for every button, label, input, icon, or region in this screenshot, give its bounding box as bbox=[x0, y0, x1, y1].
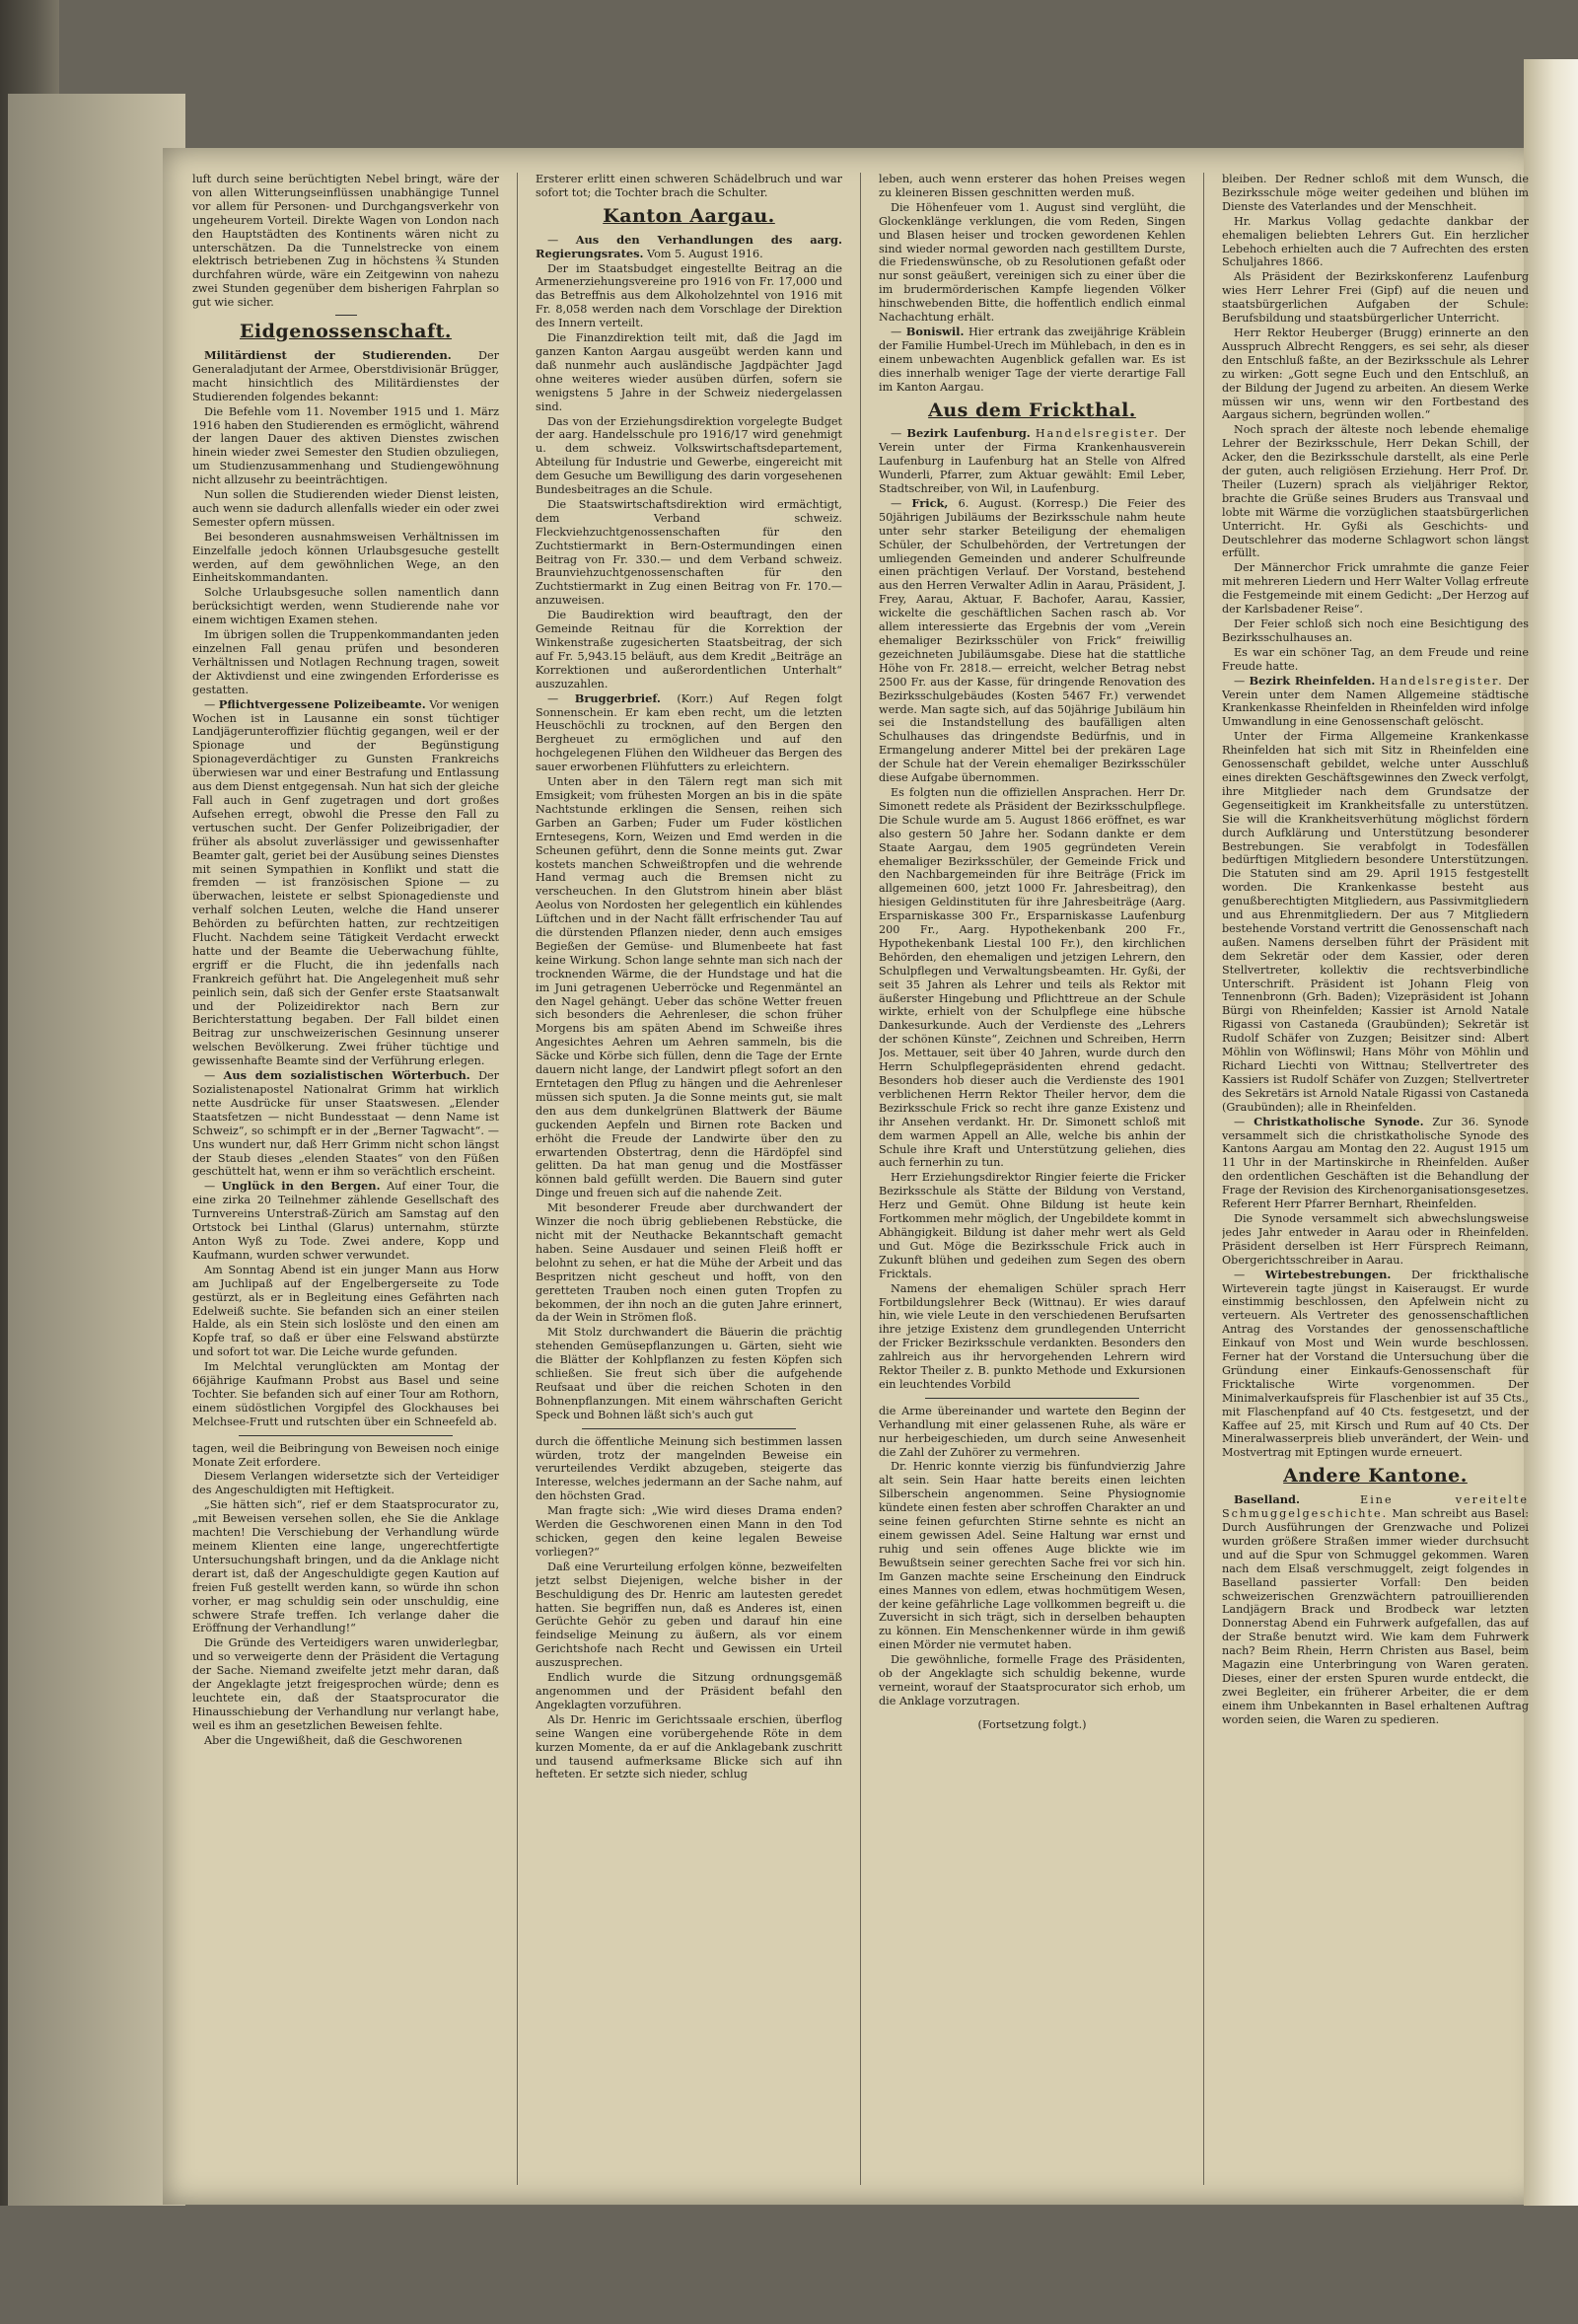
article-label: Handelsregister. bbox=[1035, 427, 1160, 441]
feuilleton-paragraph: Daß eine Verurteilung erfolgen könne, bezweifelten jetzt selbst Diejenigen, welche bisher in der Beschuldigung des Dr. Henric am lautesten geredet hatten. Sie begriffen nun, daß es Anderes ist, einen Gerüchte Gehör zu geben und darauf hin eine feindselige Meinung zu äußern, als vor einem Gerichtshofe nach Recht und Gewissen ein Urteil auszusprechen. bbox=[536, 1560, 842, 1670]
article-title: Aus dem sozialistischen Wörterbuch. bbox=[223, 1068, 470, 1083]
article-date: Vom 5. August 1916. bbox=[647, 247, 763, 260]
paragraph: Im Melchtal verunglückten am Montag der 66jährige Kaufmann Probst aus Basel und seine Tochter. Sie befanden sich auf einer Tour am Rothorn, einem südöstlichen Vorgipfel des Glockhauses bei Melchsee-Frutt und rutschten über ein Schneefeld ab. bbox=[192, 1360, 499, 1428]
article-title: Aus den Verhandlungen des aarg. Regierungsrates. bbox=[536, 232, 842, 260]
article-title: Pflichtvergessene Polizeibeamte. bbox=[218, 696, 426, 711]
paragraph: Unten aber in den Tälern regt man sich mit Emsigkeit; vom frühesten Morgen an bis in die späte Nachtstunde erklingen die Sensen, reihen sich Garben an Garben; Fuder um Fuder köstlichen Erntesegens, Korn, Weizen und Emd werden in die Scheunen geführt, denn die Sonne meints gut. Zwar kostets manchen Schweißtropfen und die wehrende Hand vermag auch die Bremsen nicht zu verscheuchen. In den Glutstrom hinein aber bläst Aeolus von Nordosten her gelegentlich ein kühlendes Lüftchen und in der Nacht fällt erfrischender Tau auf die dürstenden Pflanzen nieder, denn auch emsiges Begießen der Gemüse- und Blumenbeete hat fast keine Wirkung. Schon lange sehnte man sich nach der trocknenden Wärme, die der Hundstage und hat die im Juni getragenen Ueberröcke und Regenmäntel an den Nagel gehängt. Ueber das schöne Wetter freuen sich besonders die Aehrenleser, die schon früher Morgens bis am späten Abend im Schweiße ihres Angesichtes Aehren um Aehren sammeln, bis die Säcke und Körbe sich füllen, denn die Tage der Ernte dauern nicht lange, der Landwirt pflegt sofort an den Erntetagen den Pflug zu hängen und die Aehrenleser müssen sich sputen. Ja die Sonne meints gut, sie malt den aus dem dunkelgrünen Blattwerk der Bäume guckenden Aepfeln und Birnen rote Backen und erhöht die Freude der Landwirte über den zu erwartenden Obstertrag, denn die Härdöpfel sind gelitten. Da hat man genug und die Mostfässer können bald gefüllt werden. Die Bauern sind guter Dinge und freuen sich auf die nahende Zeit. bbox=[536, 775, 842, 1200]
section-heading-andere-kantone: Andere Kantone. bbox=[1283, 1465, 1468, 1488]
newspaper-columns bbox=[192, 173, 1529, 2185]
column-divider bbox=[517, 173, 518, 2185]
paragraph: Namens der ehemaligen Schüler sprach Herr Fortbildungslehrer Beck (Wittnau). Er wies darauf hin, wie viele Leute in den verschiedenen Berufsarten ihre jetzige Existenz dem grundlegenden Unterricht der Fricker Bezirksschule verdankten. Besonders den zahlreich aus ihr hervorgehenden Lehrern wird Rektor Theiler z. B. punkto Methode und Exkursionen ein leuchtendes Vorbild bbox=[879, 1281, 1185, 1391]
feuilleton-paragraph: Dr. Henric konnte vierzig bis fünfundvierzig Jahre alt sein. Sein Haar hatte bereits einen leichten Silberschein angenommen. Seine Physiognomie kündete einen festen aber schroffen Charakter an und seine feinen gefurchten Stirne sehnte es nicht an einem gewissen Adel. Seine Haltung war ernst und ruhig und sein offenes Auge blickte wie im Bewußtsein seiner gerechten Sache frei vor sich hin. Im Ganzen machte seine Erscheinung den Eindruck eines Mannes von edlem, etwas hochmütigem Wesen, der keine gefährliche Lage vollkommen begreift u. die Zuversicht in sich trägt, sich in derselben behaupten zu können. Ein Menschenkenner würde in ihm gewiß einen Mörder nie vermutet haben. bbox=[879, 1460, 1185, 1652]
paragraph: Der frickthalische Wirteverein tagte jüngst in Kaiseraugst. Er wurde einstimmig beschlossen, den Apfelwein nicht zu verteuern. Als Vertreter des genossenschaftlichen Antrag des Vorstandes der genossenschaftliche Einkauf von Most und Wein wurde beschlossen. Ferner hat der Vorstand die Untersuchung über die Gründung einer Einkaufs-Genossenschaft für Fricktalische Wirte vorgenommen. Der Minimalverkaufspreis für Flaschenbier ist auf 35 Cts., mit Flaschenpfand auf 40 Cts. festgesetzt, und der Kaffee auf 25, mit Kirsch und Rum auf 40 Cts. Der Mineralwasserpreis blieb unverändert, der Wein- und Mostvertrag mit Eptingen wurde erneuert. bbox=[1222, 1268, 1529, 1460]
paragraph: Bei besonderen ausnahmsweisen Verhältnissen im Einzelfalle jedoch können Urlaubsgesuche gestellt werden, auf dem gewöhnlichen Wege, an den Einheitskommandanten. bbox=[192, 530, 499, 585]
column-4: bleiben. Der Redner schloß mit dem Wunsch, die Bezirksschule möge weiter gedeihen und blühen im Dienste des Vaterlandes und der Menschheit. Hr. Markus Vollag gedachte dankbar der ehemaligen beliebten Lehrers Gut. Ein herzlicher Lebehoch erhielten auch die 7 Aufrechten des ersten Schuljahres 1866. Als Präsident der Bezirkskonferenz Laufenburg wies Herr Lehrer Frei (Gipf) auf die neuen und staatsbürgerlichen Aufgaben der Schule: Berufsbildung und staatsbürgerlicher Unterricht. Herr Rektor Heuberger (Brugg) erinnerte an den Ausspruch Albrecht Renggers, es sei sehr, als dieser den Entschluß faßte, an der Bezirksschule als Lehrer zu wirken: „Gott segne Euch und den Entschluß, an der Bildung der Jugend zu arbeiten. An diesem Werke müssen wir uns, wenn wir den Fortbestand des Aargaus sichern, begründen wollen.“ Noch sprach der älteste noch lebende ehemalige Lehrer der Bezirksschule, Herr Dekan Schill, der Acker, den die Bezirksschule darstellt, als eine Perle der guten, auch religiösen Erziehung. Herr Prof. Dr. Theiler (Luzern) sprach als vieljähriger Rektor, brachte die Grüße seines Bruders aus Transvaal und lobte mit Wärme die vorzüglichen staatsbürgerlichen Unterricht. Hr. Gyßi als Geschichts- und Deutschlehrer das moderne Schlagwort schon längst erfüllt. Der Männerchor Frick umrahmte die ganze Feier mit mehreren Liedern und Herr Walter Vollag erfreute die Festgemeinde mit einem Gedicht: „Der Herzog auf der Karlsbadener Reise“. Der Feier schloß sich noch eine Besichtigung des Bezirksschulhauses an. Es war ein schöner Tag, an dem Freude und reine Freude hatte. — Bezirk Rheinfelden. Handelsregister. Der Verein unter dem Namen Allgemeine städtische Krankenkasse Rheinfelden in Rheinfelden wird infolge Umwandlung in eine Genossenschaft gelöscht. Unter der Firma Allgemeine Krankenkasse Rheinfelden hat sich mit Sitz in Rheinfelden eine Genossenschaft gebildet, welche unter Ausschluß eines direkten Geschäftsgewinnes den Zweck verfolgt, ihre Mitglieder nach dem Grundsatze der Gegenseitigkeit im Krankheitsfalle zu unterstützen. Sie will die Krankheitsverhütung möglichst fördern durch Aufklärung und Unterstützung besonderer Bestrebungen. Sie verabfolgt in Todesfällen bedürftigen Mitgliedern besondere Unterstützungen. Die Statuten sind am 29. April 1915 festgestellt worden. Die Krankenkasse besteht aus genußberechtigten Mitgliedern, aus Passivmitgliedern und aus Ehrenmitgliedern. Der aus 7 Mitgliedern bestehende Vorstand vertritt die Genossenschaft nach außen. Namens derselben führt der Präsident mit dem Sekretär oder dem Kassier, oder deren Stellvertreter, kollektiv die rechtsverbindliche Unterschrift. Präsident ist Johann Fleig von Tennenbronn (Grh. Baden); Vizepräsident ist Johann Bürgi von Rheinfelden; Kassier ist Arnold Natale Rigassi von Castaneda (Graubünden); Sekretär ist Rudolf Schäfer von Zuzgen; Beisitzer sind: Albert Möhlin von Wöflinswil; Hans Möhr von Möhlin und Richard Liechti von Wittnau; Stellvertreter des Kassiers ist Rudolf Schäfer von Zuzgen; Stellvertreter des Sekretärs ist Arnold Natale Rigassi von Castaneda (Graubünden); alle in Rheinfelden. — Christkatholische Synode. Zur 36. Synode versammelt sich die christkatholische Synode des Kantons Aargau am Montag den 22. August 1915 um 11 Uhr in der Martinskirche in Rheinfelden. Außer den ordentlichen Geschäften ist die Behandlung der Frage der Revision des Kirchenorganisationsgesetzes. Referent Herr Pfarrer Bernhart, Rheinfelden. Die Synode versammelt sich abwechslungsweise jedes Jahr entweder in Aarau oder in Rheinfelden. Präsident derselben ist Herr Fürsprech Reimann, Obergerichtsschreiber in Aarau. — Wirtebestrebungen. Der frickthalische Wirteverein tagte jüngst in Kaiseraugst. Er wurde einstimmig beschlossen, den Apfelwein nicht zu verteuern. Als Vertreter des genossenschaftlichen Antrag des Vorstandes der genossenschaftliche Einkauf von Most und Wein wurde beschlossen. Ferner hat der Vorstand die Untersuchung über die Gründung einer Einkaufs-Genossenschaft für Fricktalische Wirte vorgenommen. Der Minimalverkaufspreis für Flaschenbier ist auf 35 Cts., mit Flaschenpfand auf 40 Cts. festgesetzt, und der Kaffee auf 25, mit Kirsch und Rum auf 40 Cts. Der Mineralwasserpreis blieb unverändert, der Wein- und Mostvertrag mit Eptingen wurde erneuert. Andere Kantone. Baselland. Eine vereitelte Schmuggelgeschichte. Man schreibt aus Basel: Durch Ausführungen der Grenzwache und Polizei wurden größere Straßen immer wieder durchsucht und auf die Spur von Schmuggel gekommen. Waren nach dem Elsaß verschmuggelt, zeigt folgendes in Baselland passierter Vorfall: Den beiden schweizerischen Grenzwächtern patrouillierenden Landjägern Brack und Brodbeck war letzten Donnerstag Abend ein Fuhrwerk aufgefallen, das auf der Straße benutzt wird. Wie kam dem Fuhrwerk nach? Beim Rhein, Herrn Christen aus Basel, beim Magazin eine Unterbringung von Waren geraten. Dieses, einer der ersten Spuren wurde entdeckt, die zwei Begleiter, ein früherer Arbeiter, die er dem einem ihm Unbekannten in Basel erhaltenen Auftrag worden seien, die Waren zu spedieren. bbox=[1222, 173, 1529, 1726]
article-title: Militärdienst der Studierenden. bbox=[204, 347, 452, 362]
feuilleton-paragraph: Aber die Ungewißheit, daß die Geschworenen bbox=[204, 1733, 463, 1747]
page-edges bbox=[8, 94, 185, 2215]
column-3: leben, auch wenn ersterer das hohen Preises wegen zu kleineren Bissen geschnitten werden muß. Die Höhenfeuer vom 1. August sind verglüht, die Glockenklänge verklungen, die vom Reden, Singen und Blasen heiser und trocken gewordenen Kehlen sind wieder normal geworden nach gestilltem Durste, die Friedenswünsche, ob zu Resolutionen gefaßt oder nur sonst geäußert, vereinigen sich zu einer über die im brudermörderischen Kampfe liegenden Völker hinschwebenden Bitte, die hoffentlich endlich einmal Nachachtung erhält. — Boniswil. Hier ertrank das zweijährige Kräblein der Familie Humbel-Urech im Mühlebach, in den es in einem unbewachten Augenblick gefallen war. Es ist dies innerhalb weniger Tage der vierte derartige Fall im Kanton Aargau. Aus dem Frickthal. — Bezirk Laufenburg. Handelsregister. Der Verein unter der Firma Krankenhausverein Laufenburg in Laufenburg hat an Stelle von Alfred Wunderli, Pfarrer, zum Aktuar gewählt: Emil Leber, Stadtschreiber, von Wil, in Laufenburg. — Frick, 6. August. (Korresp.) Die Feier des 50jährigen Jubiläums der Bezirksschule nahm heute unter sehr starker Beteiligung der ehemaligen Schüler, der Schulbehörden, der Vertretungen der umliegenden Gemeinden und anderer Schulfreunde einen prächtigen Verlauf. Der Vorstand, bestehend aus den Herren Verwalter Adlin in Aarau, Präsident, J. Frey, Aarau, Aktuar, F. Bachofer, Aarau, Kassier, wickelte die geschäftlichen Sachen rasch ab. Vor allem interessierte das Ergebnis der vom „Verein ehemaliger Bezirksschüler von Frick“ freiwillig gezeichneten Jubiläumsgabe. Diese hat die stattliche Höhe von Fr. 2818.— erreicht, welcher Betrag nebst 2500 Fr. aus der Kasse, für dringende Renovation des Bezirksschulgebäudes (Kosten 5467 Fr.) verwendet werde. Man sagte sich, auf das 50jährige Jubiläum hin sei die Instandstellung des baufälligen alten Schulhauses das dringendste Bedürfnis, und in Ermangelung anderer Mittel bei der prekären Lage der Schule hat der Verein ehemaliger Bezirksschüler diese Aufgabe übernommen. Es folgten nun die offiziellen Ansprachen. Herr Dr. Simonett redete als Präsident der Bezirksschulpflege. Die Schule wurde am 5. August 1866 eröffnet, es war also gestern 50 Jahre her. Sodann dankte er dem Staate Aargau, dem 1905 gegründeten Verein ehemaliger Bezirksschüler, der Gemeinde Frick und den Nachbargemeinden für ihre Beiträge (Frick im allgemeinen 600, jetzt 1000 Fr. Jahresbeitrag), den hiesigen Geldinstituten für ihre Jahresbeiträge (Aarg. Ersparniskasse 300 Fr., Ersparniskasse Laufenburg 200 Fr., Aarg. Hypothekenbank 200 Fr., Hypothekenbank Liestal 100 Fr.), den kirchlichen Behörden, den ehemaligen und jetzigen Lehrern, den Schulpflegen und Verwaltungsbeamten. Hr. Gyßi, der seit 35 Jahren als Lehrer und teils als Rektor mit äußerster Hingebung und Pflichttreue an der Schule wirkte, erhielt von der Schulpflege eine hübsche Dankesurkunde. Auch der Verdienste des „Lehrers der schönen Künste“, Zeichnen und Schreiben, Herrn Jos. Mettauer, seit über 40 Jahren, wurde durch den Herrn Schulpflegepräsidenten ehrend gedacht. Besonders hob dieser auch die Verdienste des 1901 verblichenen Herrn Rektor Theiler hervor, dem die Bezirksschule Frick so recht ihre ganze Existenz und ihr Ansehen verdankt. Hr. Dr. Simonett schloß mit dem warmen Appell an Alle, welche bis anhin der Schule ihre Kraft und Unterstützung geliehen, dies auch fernerhin zu tun. Herr Erziehungsdirektor Ringier feierte die Fricker Bezirksschule als Stätte der Bildung von Verstand, Herz und Gemüt. Ohne Bildung ist heute kein Fortkommen mehr möglich, der Ungebildete kommt in Abhängigkeit. Bildung ist daher mehr wert als Geld und Gut. Möge die Bezirksschule Frick auch in Zukunft blühen und gedeihen zum Segen des obern Fricktals. Namens der ehemaligen Schüler sprach Herr Fortbildungslehrer Beck (Wittnau). Er wies darauf hin, wie viele Leute in den verschiedenen Berufsarten ihre jetzige Existenz dem grundlegenden Unterricht der Fricker Bezirksschule verdankten. Besonders den zahlreich aus ihr hervorgehenden Lehrern wird Rektor Theiler z. B. punkto Methode und Exkursionen ein leuchtendes Vorbild die Arme übereinander und wartete den Beginn der Verhandlung mit einer gelassenen Ruhe, als wäre er nur herbeigeschieden, um durch seine Anwesenheit die Zahl der Zuhörer zu vermehren. Dr. Henric konnte vierzig bis fünfundvierzig Jahre alt sein. Sein Haar hatte bereits einen leichten Silberschein angenommen. Seine Physiognomie kündete einen festen aber schroffen Charakter an und seine feinen gefurchten Stirne sehnte es nicht an einem gewissen Adel. Seine Haltung war ernst und ruhig und sein offenes Auge blickte wie im Bewußtsein seiner gerechten Sache frei vor sich hin. Im Ganzen machte seine Erscheinung den Eindruck eines Mannes von edlem, etwas hochmütigem Wesen, der keine gefährliche Lage vollkommen begreift u. die Zuversicht in sich trägt, sich in derselben behaupten zu können. Ein Menschenkenner würde in ihm gewiß einen Mörder nie vermutet haben. Die gewöhnliche, formelle Frage des Präsidenten, ob der Angeklagte sich schuldig bekenne, wurde verneint, worauf der Staatsprocurator sich erhob, um die Anklage vorzutragen. (Fortsetzung folgt.) bbox=[879, 173, 1185, 1731]
paragraph: leben, auch wenn ersterer das hohen Preises wegen zu kleineren Bissen geschnitten werden muß. bbox=[879, 173, 1185, 199]
scan-background-top bbox=[0, 0, 1578, 148]
feuilleton-paragraph: die Arme übereinander und wartete den Beginn der Verhandlung mit einer gelassenen Ruhe, als wäre er nur herbeigeschieden, um durch seine Anwesenheit die Zahl der Zuhörer zu vermehren. bbox=[879, 1404, 1185, 1459]
paragraph: Als Präsident der Bezirkskonferenz Laufenburg wies Herr Lehrer Frei (Gipf) auf die neuen und staatsbürgerlichen Aufgaben der Schule: Berufsbildung und staatsbürgerlicher Unterricht. bbox=[1222, 270, 1529, 326]
feuilleton-divider bbox=[925, 1398, 1140, 1399]
feuilleton-paragraph: Man fragte sich: „Wie wird dieses Drama enden? Werden die Geschworenen einen Mann in den Tod schicken, gegen den keine legalen Beweise vorliegen?“ bbox=[536, 1504, 842, 1559]
paragraph: Der Männerchor Frick umrahmte die ganze Feier mit mehreren Liedern und Herr Walter Vollag erfreute die Festgemeinde mit einem Gedicht: „Der Herzog auf der Karlsbadener Reise“. bbox=[1222, 561, 1529, 617]
paragraph: Man schreibt aus Basel: Durch Ausführungen der Grenzwache und Polizei wurden größere Straßen immer wieder durchsucht und auf die Spur von Schmuggel gekommen. Waren nach dem Elsaß verschmuggelt, zeigt folgendes in Baselland passierter Vorfall: Den beiden schweizerischen Grenzwächtern patrouillierenden Landjägern Brack und Brodbeck war letzten Donnerstag Abend ein Fuhrwerk aufgefallen, das auf der Straße benutzt wird. Wie kam dem Fuhrwerk nach? Beim Rhein, Herrn Christen aus Basel, beim Magazin eine Unterbringung von Waren geraten. Dieses, einer der ersten Spuren wurde entdeckt, die zwei Begleiter, ein früherer Arbeiter, die er dem einem ihm Unbekannten in Basel erhaltenen Auftrag worden seien, die Waren zu spedieren. bbox=[1222, 1507, 1529, 1726]
column-2: Ersterer erlitt einen schweren Schädelbruch und war sofort tot; die Tochter brach die Schulter. Kanton Aargau. — Aus den Verhandlungen des aarg. Regierungsrates. Vom 5. August 1916. Der im Staatsbudget eingestellte Beitrag an die Armenerziehungsvereine pro 1916 von Fr. 17,000 und das Betreffnis aus dem Alkoholzehntel von 1916 mit Fr. 8,058 werden nach dem Vorschlage der Direktion des Innern verteilt. Die Finanzdirektion teilt mit, daß die Jagd im ganzen Kanton Aargau ausgeübt werden kann und daß nunmehr auch ausländische Jagdpächter Jagd ohne weiteres wieder ausüben dürfen, sofern sie wenigstens 5 Jahre in der Schweiz niedergelassen sind. Das von der Erziehungsdirektion vorgelegte Budget der aarg. Handelsschule pro 1916/17 wird genehmigt u. dem schweiz. Volkswirtschaftsdepartement, Abteilung für Industrie und Gewerbe, eingereicht mit dem Gesuche um Bewilligung des darin vorgesehenen Bundesbeitrages an die Schule. Die Staatswirtschaftsdirektion wird ermächtigt, dem Verband schweiz. Fleckviehzuchtgenossenschaften für den Zuchtstiermarkt in Bern-Ostermundingen einen Beitrag von Fr. 330.— und dem Verband schweiz. Braunviehzuchtgenossenschaften für den Zuchtstiermarkt in Zug einen Beitrag von Fr. 170.— anzuweisen. Die Baudirektion wird beauftragt, den der Gemeinde Reitnau für die Korrektion der Winkenstraße zugesicherten Staatsbeitrag, der sich auf Fr. 5,943.15 beläuft, aus dem Kredit „Beiträge an Korrektionen und außerordentlichen Unterhalt“ auszuzahlen. — Bruggerbrief. (Korr.) Auf Regen folgt Sonnenschein. Er kam eben recht, um die letzten Heuschöchli zu trocknen, auf den Bergen den Bergheuet zu ermöglichen und auf den hochgelegenen Flühen den Wildheuer das Bergen des sauer erworbenen Flühfutters zu erleichtern. Unten aber in den Tälern regt man sich mit Emsigkeit; vom frühesten Morgen an bis in die späte Nachtstunde erklingen die Sensen, reihen sich Garben an Garben; Fuder um Fuder köstlichen Erntesegens, Korn, Weizen und Emd werden in die Scheunen geführt, denn die Sonne meints gut. Zwar kostets manchen Schweißtropfen und die wehrende Hand vermag auch die Bremsen nicht zu verscheuchen. In den Glutstrom hinein aber bläst Aeolus von Nordosten her gelegentlich ein kühlendes Lüftchen und in der Nacht fällt erfrischender Tau auf die dürstenden Pflanzen nieder, denn auch emsiges Begießen der Gemüse- und Blumenbeete hat fast keine Wirkung. Schon lange sehnte man sich nach der trocknenden Wärme, die der Hundstage und hat die im Juni getragenen Ueberröcke und Regenmäntel an den Nagel gehängt. Ueber das schöne Wetter freuen sich besonders die Aehrenleser, die schon früher Morgens bis am späten Abend im Schweiße ihres Angesichtes Aehren um Aehren sammeln, bis die Säcke und Körbe sich füllen, denn die Tage der Ernte dauern nicht lange, der Landwirt pflegt sofort an den Erntetagen den Pflug zu hängen und die Aehrenleser müssen sich sputen. Ja die Sonne meints gut, sie malt den aus dem dunkelgrünen Blattwerk der Bäume guckenden Aepfeln und Birnen rote Backen und erhöht die Freude der Landwirte über den zu erwartenden Obstertrag, denn die Härdöpfel sind gelitten. Da hat man genug und die Mostfässer können bald gefüllt werden. Die Bauern sind guter Dinge und freuen sich auf die nahende Zeit. Mit besonderer Freude aber durchwandert der Winzer die noch übrig gebliebenen Rebstücke, die nicht mit der Neuthacke Bekanntschaft gemacht haben. Seine Ausdauer und seinen Fleiß hofft er belohnt zu sehen, er hat die Mühe der Arbeit und das Bespritzen nicht gescheut und hofft, von den geretteten Trauben noch einen guten Tropfen zu bekommen, der ihn noch an die guten Jahre erinnert, da der Wein in Strömen floß. Mit Stolz durchwandert die Bäuerin die prächtig stehenden Gemüsepflanzungen u. Gärten, sieht wie die Blätter der Kohlpflanzen zu festen Köpfen sich schließen. Sie freut sich über die aufgehende Reufsaat und über die reichen Schoten in den Bohnenpflanzungen. Mit einem währschaften Gericht Speck und Bohnen läßt sich's auch gut durch die öffentliche Meinung sich bestimmen lassen würden, trotz der mangelnden Beweise ein verurteilendes Verdikt abzugeben, steigerte das Interesse, welches jedermann an der Sache nahm, auf den höchsten Grad. Man fragte sich: „Wie wird dieses Drama enden? Werden die Geschworenen einen Mann in den Tod schicken, gegen den keine legalen Beweise vorliegen?“ Daß eine Verurteilung erfolgen könne, bezweifelten jetzt selbst Diejenigen, welche bisher in der Beschuldigung des Dr. Henric am lautesten geredet hatten. Sie begriffen nun, daß es Anderes ist, einen Gerüchte Gehör zu geben und darauf hin eine feindselige Meinung zu äußern, als vor einem Gerichtshofe nach Recht und Gewissen ein Urteil auszusprechen. Endlich wurde die Sitzung ordnungsgemäß angenommen und der Präsident befahl den Angeklagten vorzuführen. Als Dr. Henric im Gerichtssaale erschien, überflog seine Wangen eine vorübergehende Röte in dem kurzen Momente, da er auf die Anklagebank zuschritt und tausend aufmerksame Blicke sich auf ihn hefteten. Er setzte sich nieder, schlug bbox=[536, 173, 842, 1781]
article-title: Bezirk Rheinfelden. bbox=[1249, 673, 1376, 688]
article-label: Handelsregister. bbox=[1379, 674, 1504, 688]
feuilleton-paragraph: tagen, weil die Beibringung von Beweisen noch einige Monate Zeit erfordere. bbox=[192, 1441, 499, 1469]
paragraph: Der Sozialistenapostel Nationalrat Grimm hat wirklich nette Ausdrücke für unser Staatswesen. „Elender Staatsfetzen — nicht Bundesstaat — denn Name ist Schweiz“, so schimpft er in der „Berner Tagwacht“. — Uns wundert nur, daß Herr Grimm nicht schon längst der Staub dieses „elenden Staates“ von den Füßen geschüttelt hat, wenn er ihm so verächtlich erscheint. bbox=[192, 1069, 499, 1179]
paragraph: luft durch seine berüchtigten Nebel bringt, wäre der von allen Witterungseinflüssen unabhängige Tunnel vor allem für Personen- und Durchgangsverkehr von ungeheurem Vorteil. Direkte Wagen von London nach den Hauptstädten des Kontinents wären nicht zu unterschätzen. Da die Tunnelstrecke von einem elektrisch betriebenen Zug in höchstens ¾ Stunden durchfahren würde, wäre ein Zeitgewinn von nahezu zwei Stunden gegenüber dem bisherigen Fahrplan so gut wie sicher. bbox=[192, 173, 499, 310]
facing-page-edge bbox=[1524, 59, 1578, 2229]
paragraph: Die Finanzdirektion teilt mit, daß die Jagd im ganzen Kanton Aargau ausgeübt werden kann und daß nunmehr auch ausländische Jagdpächter Jagd ohne weiteres wieder ausüben dürfen, sofern sie wenigstens 5 Jahre in der Schweiz niedergelassen sind. bbox=[536, 331, 842, 413]
column-divider bbox=[1203, 173, 1204, 2185]
article-title: Christkatholische Synode. bbox=[1254, 1114, 1424, 1128]
article-title: Bruggerbrief. bbox=[574, 690, 661, 705]
paragraph: Auf einer Tour, die eine zirka 20 Teilnehmer zählende Gesellschaft des Turnvereins Unterstraß-Zürich am Samstag auf den Ortstock bei Linthal (Glarus) unternahm, stürzte Anton Wyß zu Tode. Zwei andere, Kopp und Kaufmann, wurden schwer verwundet. bbox=[192, 1180, 499, 1262]
paragraph: Unter der Firma Allgemeine Krankenkasse Rheinfelden hat sich mit Sitz in Rheinfelden eine Genossenschaft gebildet, welche unter Ausschluß eines direkten Geschäftsgewinnes den Zweck verfolgt, ihre Mitglieder nach dem Grundsatze der Gegenseitigkeit im Krankheitsfalle zu unterstützen. Sie will die Krankheitsverhütung möglichst fördern durch Aufklärung und Unterstützung besonderer Bestrebungen. Sie verabfolgt in Todesfällen bedürftigen Mitgliedern besondere Unterstützungen. Die Statuten sind am 29. April 1915 festgestellt worden. Die Krankenkasse besteht aus genußberechtigten Mitgliedern, aus Passivmitgliedern und aus Ehrenmitgliedern. Der aus 7 Mitgliedern bestehende Vorstand vertritt die Genossenschaft nach außen. Namens derselben führt der Präsident mit dem Sekretär oder dem Kassier, oder deren Stellvertreter, kollektiv die rechtsverbindliche Unterschrift. Präsident ist Johann Fleig von Tennenbronn (Grh. Baden); Vizepräsident ist Johann Bürgi von Rheinfelden; Kassier ist Arnold Natale Rigassi von Castaneda (Graubünden); Sekretär ist Rudolf Schäfer von Zuzgen; Beisitzer sind: Albert Möhlin von Wöflinswil; Hans Möhr von Möhlin und Richard Liechti von Wittnau; Stellvertreter des Kassiers ist Rudolf Schäfer von Zuzgen; Stellvertreter des Sekretärs ist Arnold Natale Rigassi von Castaneda (Graubünden); alle in Rheinfelden. bbox=[1222, 730, 1529, 1114]
paragraph: Die Feier des 50jährigen Jubiläums der Bezirksschule nahm heute unter sehr starker Beteiligung der ehemaligen Schüler, der Schulbehörden, der Vertretungen der umliegenden Gemeinden und anderer Schulfreunde einen prächtigen Verlauf. Der Vorstand, bestehend aus den Herren Verwalter Adlin in Aarau, Präsident, J. Frey, Aarau, Aktuar, F. Bachofer, Aarau, Kassier, wickelte die geschäftlichen Sachen rasch ab. Vor allem interessierte das Ergebnis der vom „Verein ehemaliger Bezirksschüler von Frick“ freiwillig gezeichneten Jubiläumsgabe. Diese hat die stattliche Höhe von Fr. 2818.— erreicht, welcher Betrag nebst 2500 Fr. aus der Kasse, für dringende Renovation des Bezirksschulgebäudes (Kosten 5467 Fr.) verwendet werde. Man sagte sich, auf das 50jährige Jubiläum hin sei die Instandstellung des baufälligen alten Schulhauses das dringendste Bedürfnis, und in Ermangelung anderer Mittel bei der prekären Lage der Schule hat der Verein ehemaliger Bezirksschüler diese Aufgabe übernommen. bbox=[879, 496, 1185, 785]
section-heading-aus-dem-frickthal: Aus dem Frickthal. bbox=[928, 399, 1136, 421]
paragraph: Die Baudirektion wird beauftragt, den der Gemeinde Reitnau für die Korrektion der Winkenstraße zugesicherten Staatsbeitrag, der sich auf Fr. 5,943.15 beläuft, aus dem Kredit „Beiträge an Korrektionen und außerordentlichen Unterhalt“ auszuzahlen. bbox=[536, 609, 842, 690]
feuilleton-divider bbox=[582, 1428, 797, 1429]
article-title: Frick, bbox=[911, 495, 949, 510]
paragraph: (Korr.) Auf Regen folgt Sonnenschein. Er kam eben recht, um die letzten Heuschöchli zu trocknen, auf den Bergen den Bergheuet zu ermöglichen und auf den hochgelegenen Flühen den Wildheuer das Bergen des sauer erworbenen Flühfutters zu erleichtern. bbox=[536, 691, 842, 774]
article-title: Bezirk Laufenburg. bbox=[906, 426, 1031, 441]
feuilleton-paragraph: Die Gründe des Verteidigers waren unwiderlegbar, und so verweigerte denn der Präsident die Vertagung der Sache. Niemand zweifelte jetzt mehr daran, daß der Angeklagte jetzt freigesprochen würde; denn es leuchtete ein, daß der Staatsprocurator die Hinausschiebung der Verhandlung nur verlangt habe, weil es ihm an gesetzlichen Beweisen fehlte. bbox=[192, 1636, 499, 1732]
section-heading-kanton-aargau: Kanton Aargau. bbox=[603, 204, 775, 227]
paragraph: Der Feier schloß sich noch eine Besichtigung des Bezirksschulhauses an. bbox=[1222, 617, 1529, 644]
paragraph: Nun sollen die Studierenden wieder Dienst leisten, auch wenn sie dadurch allenfalls wieder ein oder zwei Semester opfern müssen. bbox=[192, 488, 499, 529]
paragraph: Die Höhenfeuer vom 1. August sind verglüht, die Glockenklänge verklungen, die vom Reden, Singen und Blasen heiser und trocken gewordenen Kehlen sind wieder normal geworden nach gestilltem Durste, die Friedenswünsche, ob zu Resolutionen gefaßt oder nur sonst geäußert, vereinigen sich zu einer über die im brudermörderischen Kampfe liegenden Völker hinschwebenden Bitte, die hoffentlich endlich einmal Nachachtung erhält. bbox=[879, 200, 1185, 325]
feuilleton-paragraph: durch die öffentliche Meinung sich bestimmen lassen würden, trotz der mangelnden Beweise ein verurteilendes Verdikt abzugeben, steigerte das Interesse, welches jedermann an der Sache nahm, auf den höchsten Grad. bbox=[536, 1434, 842, 1503]
paragraph: Mit besonderer Freude aber durchwandert der Winzer die noch übrig gebliebenen Rebstücke, die nicht mit der Neuthacke Bekanntschaft gemacht haben. Seine Ausdauer und seinen Fleiß hofft er belohnt zu sehen, er hat die Mühe der Arbeit und das Bespritzen nicht gescheut und hofft, von den geretteten Trauben noch einen guten Tropfen zu bekommen, der ihn noch an die guten Jahre erinnert, da der Wein in Strömen floß. bbox=[536, 1201, 842, 1325]
paragraph: Vor wenigen Wochen ist in Lausanne ein sonst tüchtiger Landjägerunteroffizier flüchtig gegangen, weil er der Spionage und der Begünstigung Spionageverdächtiger zu Gunsten Frankreichs überwiesen war und einer Bestrafung und Entlassung aus dem Dienst entgegensah. Nun hat sich der gleiche Fall auch in Genf zugetragen und dort großes Aufsehen erregt, obwohl die Presse den Fall zu vertuschen sucht. Der Genfer Polizeibrigadier, der früher als absolut zuverlässiger und gewissenhafter Beamter galt, geriet bei der Ausübung seines Dienstes mit seinen Sympathien in Konflikt und statt die fremden — ist französischen Spione — zu überwachen, leistete er selbst Spionagedienste und verhalf solchen Leuten, welche die Hand unserer Behörden zu befürchten hatten, zur rechtzeitigen Flucht. Nachdem seine Tätigkeit Verdacht erweckt hatte und der Beamte die Ueberwachung fühlte, ergriff er die Flucht, die ihn jedenfalls nach Frankreich geführt hat. Die Angelegenheit muß sehr peinlich sein, daß sich der Genfer erste Staatsanwalt und der Polizeidirektor nach Bern zur Berichterstattung begaben. Der Fall bildet einen Beitrag zur unschweizerischen Gesinnung unserer welschen Bevölkerung. Zwei früher tüchtige und gewissenhafte Beamte sind der Verführung erlegen. bbox=[192, 697, 499, 1068]
paragraph: Herr Rektor Heuberger (Brugg) erinnerte an den Ausspruch Albrecht Renggers, es sei sehr, als dieser den Entschluß faßte, an der Bezirksschule als Lehrer zu wirken: „Gott segne Euch und den Entschluß, an der Bildung der Jugend zu arbeiten. An diesem Werke müssen wir uns, wenn wir den Fortbestand des Aargaus sichern, begründen wollen.“ bbox=[1222, 326, 1529, 422]
paragraph: Ersterer erlitt einen schweren Schädelbruch und war sofort tot; die Tochter brach die Schulter. bbox=[536, 173, 842, 199]
paragraph: Die Staatswirtschaftsdirektion wird ermächtigt, dem Verband schweiz. Fleckviehzuchtgenossenschaften für den Zuchtstiermarkt in Bern-Ostermundingen einen Beitrag von Fr. 330.— und dem Verband schweiz. Braunviehzuchtgenossenschaften für den Zuchtstiermarkt in Zug einen Beitrag von Fr. 170.— anzuweisen. bbox=[536, 497, 842, 608]
paragraph: Mit Stolz durchwandert die Bäuerin die prächtig stehenden Gemüsepflanzungen u. Gärten, sieht wie die Blätter der Kohlpflanzen zu festen Köpfen sich schließen. Sie freut sich über die aufgehende Reufsaat und über die reichen Schoten in den Bohnenpflanzungen. Mit einem währschaften Gericht Speck und Bohnen läßt sich's auch gut bbox=[536, 1326, 842, 1421]
paragraph: Solche Urlaubsgesuche sollen namentlich dann berücksichtigt werden, wenn Studierende nahe vor einem wichtigen Examen stehen. bbox=[192, 586, 499, 627]
paragraph: Hier ertrank das zweijährige Kräblein der Familie Humbel-Urech im Mühlebach, in den es in einem unbewachten Augenblick gefallen war. Es ist dies innerhalb weniger Tage der vierte derartige Fall im Kanton Aargau. bbox=[879, 325, 1185, 394]
article-date: 6. August. (Korresp.) bbox=[958, 496, 1089, 510]
article-title: Unglück in den Bergen. bbox=[221, 1179, 381, 1194]
article-title: Wirtebestrebungen. bbox=[1264, 1267, 1392, 1281]
column-divider bbox=[860, 173, 861, 2185]
paragraph: Der Verein unter der Firma Krankenhausverein Laufenburg in Laufenburg hat an Stelle von Alfred Wunderli, Pfarrer, zum Aktuar gewählt: Emil Leber, Stadtschreiber, von Wil, in Laufenburg. bbox=[879, 427, 1185, 496]
paragraph: Der Generaladjutant der Armee, Oberstdivisionär Brügger, macht hinsichtlich des Militärdienstes der Studierenden folgendes bekannt: bbox=[192, 348, 499, 403]
paragraph: Am Sonntag Abend ist ein junger Mann aus Horw am Juchlipaß auf der Engelbergerseite zu Tode gestürzt, als er in Begleitung eines Gefährten nach Edelweiß suchte. Sie befanden sich an einer steilen Halde, als ein Stein sich loslöste und den einen am Kopfe traf, so daß er über eine Felswand abstürzte und sofort tot war. Die Leiche wurde gefunden. bbox=[192, 1263, 499, 1359]
article-label: Eine vereitelte Schmuggelgeschichte. bbox=[1222, 1493, 1529, 1521]
column-1: luft durch seine berüchtigten Nebel bringt, wäre der von allen Witterungseinflüssen unabhängige Tunnel vor allem für Personen- und Durchgangsverkehr von ungeheurem Vorteil. Direkte Wagen von London nach den Hauptstädten des Kontinents wären nicht zu unterschätzen. Da die Tunnelstrecke von einem elektrisch betriebenen Zug in höchstens ¾ Stunden durchfahren würde, wäre ein Zeitgewinn von nahezu zwei Stunden gegenüber dem bisherigen Fahrplan so gut wie sicher. Eidgenossenschaft. Militärdienst der Studierenden. Der Generaladjutant der Armee, Oberstdivisionär Brügger, macht hinsichtlich des Militärdienstes der Studierenden folgendes bekannt: Die Befehle vom 11. November 1915 und 1. März 1916 haben den Studierenden es ermöglicht, während der langen Dauer des aktiven Dienstes zwischen hinein wieder zwei Semester den Studien obzuliegen, um Studienzusammenhang und Studiengewöhnung nicht allzusehr zu beeinträchtigen. Nun sollen die Studierenden wieder Dienst leisten, auch wenn sie dadurch allenfalls wieder ein oder zwei Semester opfern müssen. Bei besonderen ausnahmsweisen Verhältnissen im Einzelfalle jedoch können Urlaubsgesuche gestellt werden, auf dem gewöhnlichen Wege, an den Einheitskommandanten. Solche Urlaubsgesuche sollen namentlich dann berücksichtigt werden, wenn Studierende nahe vor einem wichtigen Examen stehen. Im übrigen sollen die Truppenkommandanten jeden einzelnen Fall genau prüfen und besonderen Verhältnissen und Notlagen Rechnung tragen, soweit der Aktivdienst und eine zwingenden Erforderisse es gestatten. — Pflichtvergessene Polizeibeamte. Vor wenigen Wochen ist in Lausanne ein sonst tüchtiger Landjägerunteroffizier flüchtig gegangen, weil er der Spionage und der Begünstigung Spionageverdächtiger zu Gunsten Frankreichs überwiesen war und einer Bestrafung und Entlassung aus dem Dienst entgegensah. Nun hat sich der gleiche Fall auch in Genf zugetragen und dort großes Aufsehen erregt, obwohl die Presse den Fall zu vertuschen sucht. Der Genfer Polizeibrigadier, der früher als absolut zuverlässiger und gewissenhafter Beamter galt, geriet bei der Ausübung seines Dienstes mit seinen Sympathien in Konflikt und statt die fremden — ist französischen Spione — zu überwachen, leistete er selbst Spionagedienste und verhalf solchen Leuten, welche die Hand unserer Behörden zu befürchten hatten, zur rechtzeitigen Flucht. Nachdem seine Tätigkeit Verdacht erweckt hatte und der Beamte die Ueberwachung fühlte, ergriff er die Flucht, die ihn jedenfalls nach Frankreich geführt hat. Die Angelegenheit muß sehr peinlich sein, daß sich der Genfer erste Staatsanwalt und der Polizeidirektor nach Bern zur Berichterstattung begaben. Der Fall bildet einen Beitrag zur unschweizerischen Gesinnung unserer welschen Bevölkerung. Zwei früher tüchtige und gewissenhafte Beamte sind der Verführung erlegen. — Aus dem sozialistischen Wörterbuch. Der Sozialistenapostel Nationalrat Grimm hat wirklich nette Ausdrücke für unser Staatswesen. „Elender Staatsfetzen — nicht Bundesstaat — denn Name ist Schweiz“, so schimpft er in der „Berner Tagwacht“. — Uns wundert nur, daß Herr Grimm nicht schon längst der Staub dieses „elenden Staates“ von den Füßen geschüttelt hat, wenn er ihm so verächtlich erscheint. — Unglück in den Bergen. Auf einer Tour, die eine zirka 20 Teilnehmer zählende Gesellschaft des Turnvereins Unterstraß-Zürich am Samstag auf den Ortstock bei Linthal (Glarus) unternahm, stürzte Anton Wyß zu Tode. Zwei andere, Kopp und Kaufmann, wurden schwer verwundet. Am Sonntag Abend ist ein junger Mann aus Horw am Juchlipaß auf der Engelbergerseite zu Tode gestürzt, als er in Begleitung eines Gefährten nach Edelweiß suchte. Sie befanden sich an einer steilen Halde, als ein Stein sich loslöste und den einen am Kopfe traf, so daß er über eine Felswand abstürzte und sofort tot war. Die Leiche wurde gefunden. Im Melchtal verunglückten am Montag der 66jährige Kaufmann Probst aus Basel und seine Tochter. Sie befanden sich auf einer Tour am Rothorn, einem südöstlichen Vorgipfel des Glockhauses bei Melchsee-Frutt und rutschten über ein Schneefeld ab. tagen, weil die Beibringung von Beweisen noch einige Monate Zeit erfordere. Diesem Verlangen widersetzte sich der Verteidiger des Angeschuldigten mit Heftigkeit. „Sie hätten sich“, rief er dem Staatsprocurator zu, „mit Beweisen versehen sollen, ehe Sie die Anklage machten! Die Verschiebung der Verhandlung würde meinem Klienten eine lange, ungerechtfertigte Untersuchungshaft bringen, und da die Anklage nicht derart ist, daß der Angeschuldigte gegen Kaution auf freien Fuß gestellt werden kann, so würde ihn schon vorher, er mag schuldig sein oder unschuldig, eine schwere Strafe treffen. Ich verlange daher die Eröffnung der Verhandlung!“ Die Gründe des Verteidigers waren unwiderlegbar, und so verweigerte denn der Präsident die Vertagung der Sache. Niemand zweifelte jetzt mehr daran, daß der Angeklagte jetzt freigesprochen würde; denn es leuchtete ein, daß der Staatsprocurator die Hinausschiebung der Verhandlung nur verlangt habe, weil es ihm an gesetzlichen Beweisen fehlte. Aber die Ungewißheit, daß die Geschworenen bbox=[192, 173, 499, 1747]
paragraph: Die Synode versammelt sich abwechslungsweise jedes Jahr entweder in Aarau oder in Rheinfelden. Präsident derselben ist Herr Fürsprech Reimann, Obergerichtsschreiber in Aarau. bbox=[1222, 1211, 1529, 1267]
paragraph: Herr Erziehungsdirektor Ringier feierte die Fricker Bezirksschule als Stätte der Bildung von Verstand, Herz und Gemüt. Ohne Bildung ist heute kein Fortkommen mehr möglich, der Ungebildete kommt in Abhängigkeit. Bildung ist daher mehr wert als Geld und Gut. Möge die Bezirksschule Frick auch in Zukunft blühen und gedeihen zum Segen des obern Fricktals. bbox=[879, 1171, 1185, 1280]
paragraph: Im übrigen sollen die Truppenkommandanten jeden einzelnen Fall genau prüfen und besonderen Verhältnissen und Notlagen Rechnung tragen, soweit der Aktivdienst und eine zwingenden Erforderisse es gestatten. bbox=[192, 628, 499, 696]
feuilleton-paragraph: Als Dr. Henric im Gerichtssaale erschien, überflog seine Wangen eine vorübergehende Röte in dem kurzen Momente, da er auf die Anklagebank zuschritt und tausend aufmerksame Blicke sich auf ihn hefteten. Er setzte sich nieder, schlug bbox=[536, 1712, 842, 1781]
feuilleton-paragraph: „Sie hätten sich“, rief er dem Staatsprocurator zu, „mit Beweisen versehen sollen, ehe Sie die Anklage machten! Die Verschiebung der Verhandlung würde meinem Klienten eine lange, ungerechtfertigte Untersuchungshaft bringen, und da die Anklage nicht derart ist, daß der Angeschuldigte gegen Kaution auf freien Fuß gestellt werden kann, so würde ihn schon vorher, er mag schuldig sein oder unschuldig, eine schwere Strafe treffen. Ich verlange daher die Eröffnung der Verhandlung!“ bbox=[192, 1498, 499, 1635]
paragraph: Es folgten nun die offiziellen Ansprachen. Herr Dr. Simonett redete als Präsident der Bezirksschulpflege. Die Schule wurde am 5. August 1866 eröffnet, es war also gestern 50 Jahre her. Sodann dankte er dem Staate Aargau, dem 1905 gegründeten Verein ehemaliger Bezirksschüler, der Gemeinde Frick und den Nachbargemeinden für ihre Beiträge (Frick im allgemeinen 600, jetzt 1000 Fr. Jahresbeitrag), den hiesigen Geldinstituten für ihre Jahresbeiträge (Aarg. Ersparniskasse 300 Fr., Ersparniskasse Laufenburg 200 Fr., Aarg. Hypothekenbank 200 Fr., Hypothekenbank Liestal 100 Fr.), den kirchlichen Behörden, den ehemaligen und jetzigen Lehrern, den Schulpflegen und Verwaltungsbeamten. Hr. Gyßi, der seit 35 Jahren als Lehrer und teils als Rektor mit äußerster Hingebung und Pflichttreue an der Schule wirkte, erhielt von der Schulpflege eine hübsche Dankesurkunde. Auch der Verdienste des „Lehrers der schönen Künste“, Zeichnen und Schreiben, Herrn Jos. Mettauer, seit über 40 Jahren, wurde durch den Herrn Schulpflegepräsidenten ehrend gedacht. Besonders hob dieser auch die Verdienste des 1901 verblichenen Herrn Rektor Theiler hervor, dem die Bezirksschule Frick so recht ihre ganze Existenz und ihr Ansehen verdankt. Hr. Dr. Simonett schloß mit dem warmen Appell an Alle, welche bis anhin der Schule ihre Kraft und Unterstützung geliehen, dies auch fernerhin zu tun. bbox=[879, 785, 1185, 1170]
paragraph: Zur 36. Synode versammelt sich die christkatholische Synode des Kantons Aargau am Montag den 22. August 1915 um 11 Uhr in der Martinskirche in Rheinfelden. Außer den ordentlichen Geschäften ist die Behandlung der Frage der Revision des Kirchenorganisationsgesetzes. Referent Herr Pfarrer Bernhart, Rheinfelden. bbox=[1222, 1115, 1529, 1211]
feuilleton-paragraph: Endlich wurde die Sitzung ordnungsgemäß angenommen und der Präsident befahl den Angeklagten vorzuführen. bbox=[536, 1671, 842, 1711]
paragraph: Es war ein schöner Tag, an dem Freude und reine Freude hatte. bbox=[1222, 645, 1529, 673]
paragraph: Das von der Erziehungsdirektion vorgelegte Budget der aarg. Handelsschule pro 1916/17 wird genehmigt u. dem schweiz. Volkswirtschaftsdepartement, Abteilung für Industrie und Gewerbe, eingereicht mit dem Gesuche um Bewilligung des darin vorgesehenen Bundesbeitrages an die Schule. bbox=[536, 414, 842, 497]
feuilleton-paragraph: Diesem Verlangen widersetzte sich der Verteidiger des Angeschuldigten mit Heftigkeit. bbox=[192, 1470, 499, 1497]
paragraph: Der im Staatsbudget eingestellte Beitrag an die Armenerziehungsvereine pro 1916 von Fr. 17,000 und das Betreffnis aus dem Alkoholzehntel von 1916 mit Fr. 8,058 werden nach dem Vorschlage der Direktion des Innern verteilt. bbox=[536, 261, 842, 330]
feuilleton-paragraph: Die gewöhnliche, formelle Frage des Präsidenten, ob der Angeklagte sich schuldig bekenne, wurde verneint, worauf der Staatsprocurator sich erhob, um die Anklage vorzutragen. bbox=[879, 1653, 1185, 1707]
paragraph: Die Befehle vom 11. November 1915 und 1. März 1916 haben den Studierenden es ermöglicht, während der langen Dauer des aktiven Dienstes zwischen hinein wieder zwei Semester den Studien obzuliegen, um Studienzusammenhang und Studiengewöhnung nicht allzusehr zu beeinträchtigen. bbox=[192, 404, 499, 487]
paragraph: Der Verein unter dem Namen Allgemeine städtische Krankenkasse Rheinfelden in Rheinfelden wird infolge Umwandlung in eine Genossenschaft gelöscht. bbox=[1222, 674, 1529, 729]
divider bbox=[335, 315, 357, 316]
continued-note: (Fortsetzung folgt.) bbox=[977, 1717, 1087, 1731]
article-title: Boniswil. bbox=[905, 324, 965, 338]
paragraph: Hr. Markus Vollag gedachte dankbar der ehemaligen beliebten Lehrers Gut. Ein herzlicher Lebehoch erhielten auch die 7 Aufrechten des ersten Schuljahres 1866. bbox=[1222, 214, 1529, 269]
article-title: Baselland. bbox=[1234, 1492, 1300, 1507]
paragraph: Noch sprach der älteste noch lebende ehemalige Lehrer der Bezirksschule, Herr Dekan Schill, der Acker, den die Bezirksschule darstellt, als eine Perle der guten, auch religiösen Erziehung. Herr Prof. Dr. Theiler (Luzern) sprach als vieljähriger Rektor, brachte die Grüße seines Bruders aus Transvaal und lobte mit Wärme die vorzüglichen staatsbürgerlichen Unterricht. Hr. Gyßi als Geschichts- und Deutschlehrer das moderne Schlagwort schon längst erfüllt. bbox=[1222, 423, 1529, 560]
paragraph: bleiben. Der Redner schloß mit dem Wunsch, die Bezirksschule möge weiter gedeihen und blühen im Dienste des Vaterlandes und der Menschheit. bbox=[1222, 173, 1529, 213]
section-heading-eidgenossenschaft: Eidgenossenschaft. bbox=[239, 321, 453, 343]
scan-background-bottom bbox=[0, 2206, 1578, 2324]
feuilleton-divider bbox=[239, 1435, 454, 1436]
